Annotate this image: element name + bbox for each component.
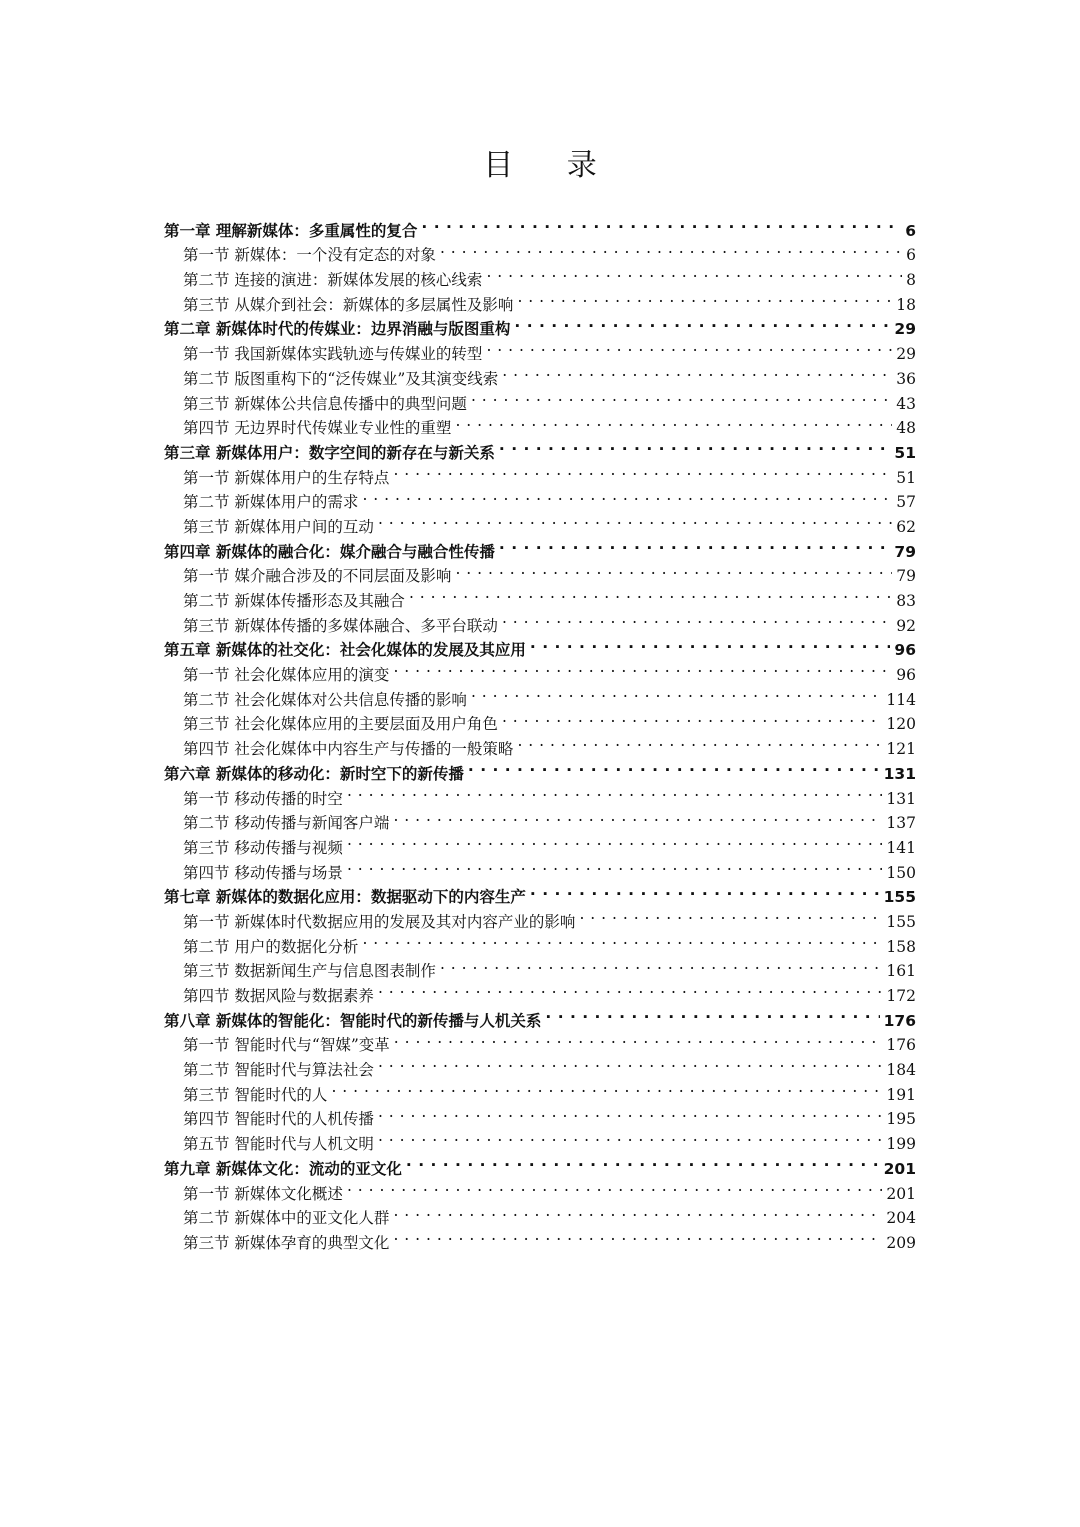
toc-page-number: 8	[906, 271, 916, 290]
toc-dot-leader	[530, 878, 880, 903]
toc-page-number: 131	[883, 764, 916, 783]
toc-dot-leader	[455, 557, 892, 582]
toc-page-number: 92	[896, 616, 916, 635]
toc-dot-leader	[579, 902, 882, 927]
toc-page-number: 184	[886, 1061, 916, 1080]
toc-entry-title: 第三节 新媒体公共信息传播中的典型问题	[183, 394, 467, 413]
toc-page-number: 176	[886, 1036, 916, 1055]
toc-dot-leader	[499, 433, 891, 458]
toc-page-number: 114	[886, 690, 916, 709]
toc-page-number: 29	[894, 320, 916, 339]
toc-entry-title: 第二节 新媒体传播形态及其融合	[183, 592, 405, 610]
toc-dot-leader	[378, 1100, 882, 1125]
toc-dot-leader	[393, 655, 892, 680]
toc-dot-leader	[378, 1050, 882, 1075]
toc-dot-leader	[393, 1223, 882, 1248]
toc-page-number: 161	[886, 962, 916, 981]
toc-dot-leader	[471, 384, 892, 409]
toc-entry-title: 第一节 新媒体时代数据应用的发展及其对内容产业的影响	[183, 912, 576, 931]
toc-entry-title: 第三节 新媒体传播的多媒体融合、多平台联动	[183, 616, 498, 635]
toc-dot-leader	[502, 705, 882, 730]
toc-dot-leader	[517, 285, 892, 310]
toc-dot-leader	[394, 1026, 883, 1051]
toc-page-number: 155	[883, 888, 916, 907]
toc-entry-title: 第九章 新媒体文化：流动的亚文化	[164, 1159, 402, 1178]
toc-dot-leader	[378, 1124, 882, 1149]
toc-entry-title: 第一章 理解新媒体：多重属性的复合	[164, 221, 418, 240]
toc-entry-title: 第二节 移动传播与新闻客户端	[183, 814, 390, 833]
toc-dot-leader	[347, 828, 882, 853]
toc-entry-title: 第二节 新媒体用户的需求	[183, 493, 359, 512]
toc-entry-title: 第二节 智能时代与算法社会	[183, 1061, 374, 1080]
toc-page-number: 43	[896, 394, 916, 413]
toc-page-number: 62	[896, 517, 916, 536]
toc-page-number: 6	[905, 221, 916, 240]
toc-dot-leader	[331, 1075, 882, 1100]
toc-page-number: 96	[894, 641, 916, 660]
toc-page-number: 121	[886, 740, 916, 759]
toc-entry-title: 第三节 数据新闻生产与信息图表制作	[183, 962, 436, 981]
toc-entry-title: 第一节 我国新媒体实践轨迹与传媒业的转型	[183, 345, 483, 364]
toc-page-number: 195	[886, 1110, 916, 1129]
toc-page-number: 51	[894, 443, 916, 462]
toc-entry-title: 第二节 社会化媒体对公共信息传播的影响	[183, 690, 467, 709]
toc-dot-leader	[440, 236, 902, 261]
toc-page-number: 141	[886, 838, 916, 857]
toc-page-number: 204	[886, 1209, 916, 1228]
toc-dot-leader	[393, 804, 882, 829]
toc-dot-leader	[517, 729, 882, 754]
toc-entry-title: 第二节 用户的数据化分析	[183, 937, 359, 956]
toc-dot-leader	[486, 260, 902, 285]
toc-page-number: 6	[906, 246, 916, 265]
toc-page-number: 79	[896, 567, 916, 586]
toc-dot-leader	[499, 532, 891, 557]
toc-page-number: 51	[896, 468, 916, 487]
toc-page-number: 191	[886, 1085, 916, 1104]
toc-page-number: 131	[886, 789, 916, 808]
toc-dot-leader	[393, 1199, 882, 1224]
toc-entry-title: 第一节 新媒体用户的生存特点	[183, 468, 390, 487]
toc-page-number: 201	[886, 1184, 916, 1203]
toc-page-number: 137	[886, 814, 916, 833]
toc-page-number: 29	[896, 345, 916, 364]
toc-page-number: 120	[886, 715, 916, 734]
toc-entry-title: 第二节 版图重构下的“泛传媒业”及其演变线索	[183, 369, 499, 388]
toc-entry-title: 第四节 无边界时代传媒业专业性的重塑	[183, 419, 452, 438]
toc-entry-title: 第三节 新媒体孕育的典型文化	[183, 1233, 390, 1252]
toc-dot-leader	[455, 409, 892, 434]
toc-entry-title: 第三节 移动传播与视频	[183, 838, 343, 857]
toc-dot-leader	[486, 334, 892, 359]
toc-dot-leader	[468, 754, 880, 779]
toc-entry-title: 第五章 新媒体的社交化：社会化媒体的发展及其应用	[164, 641, 526, 660]
toc-page-number: 18	[896, 295, 916, 314]
toc-page-number: 57	[896, 493, 916, 512]
toc-dot-leader	[347, 1174, 882, 1199]
toc-page-number: 172	[886, 987, 916, 1005]
toc-entry-title: 第四节 数据风险与数据素养	[183, 987, 374, 1005]
toc-page-number: 209	[886, 1233, 916, 1252]
toc-dot-leader	[347, 853, 882, 878]
toc-page-number: 36	[896, 369, 916, 388]
toc-entry-title: 第三节 从媒介到社会：新媒体的多层属性及影响	[183, 295, 514, 314]
toc-entry-title: 第七章 新媒体的数据化应用：数据驱动下的内容生产	[164, 888, 526, 907]
toc-entry-title: 第八章 新媒体的智能化：智能时代的新传播与人机关系	[164, 1011, 542, 1030]
toc-dot-leader	[502, 359, 892, 384]
toc-dot-leader	[409, 581, 892, 606]
toc-page-number: 176	[883, 1011, 916, 1030]
toc-entry-title: 第一节 移动传播的时空	[183, 789, 343, 808]
toc-dot-leader	[545, 1001, 879, 1026]
toc-entry-title: 第二节 连接的演进：新媒体发展的核心线索	[183, 271, 483, 290]
toc-page-number: 48	[896, 419, 916, 438]
toc-entry-title: 第一节 新媒体：一个没有定态的对象	[183, 246, 436, 265]
toc-entry-title: 第一节 智能时代与“智媒”变革	[183, 1036, 390, 1055]
toc-entry-title: 第四章 新媒体的融合化：媒介融合与融合性传播	[164, 542, 495, 561]
toc-entry-title: 第三章 新媒体用户：数字空间的新存在与新关系	[164, 443, 495, 462]
page-title: 目 录	[483, 148, 619, 183]
toc-entry-title: 第一节 社会化媒体应用的演变	[183, 666, 390, 685]
toc-page-number: 199	[886, 1135, 916, 1154]
toc-dot-leader	[362, 483, 892, 508]
toc-entry-title: 第二章 新媒体时代的传媒业：边界消融与版图重构	[164, 320, 511, 339]
toc-page-number: 158	[886, 937, 916, 956]
toc-entry-title: 第四节 移动传播与场景	[183, 863, 343, 882]
toc-dot-leader	[378, 507, 892, 532]
toc-dot-leader	[514, 310, 890, 335]
toc-dot-leader	[393, 458, 892, 483]
toc-entry-title: 第六章 新媒体的移动化：新时空下的新传播	[164, 764, 464, 783]
toc-dot-leader	[347, 779, 882, 804]
toc-entry-title: 第三节 社会化媒体应用的主要层面及用户角色	[183, 715, 498, 734]
toc-dot-leader	[378, 976, 882, 1001]
toc-dot-leader	[362, 927, 882, 952]
toc-entry-title: 第五节 智能时代与人机文明	[183, 1135, 374, 1154]
toc-dot-leader	[440, 952, 882, 977]
toc-page-number: 83	[896, 592, 916, 610]
toc-page-number: 79	[894, 542, 916, 561]
toc-dot-leader	[530, 631, 891, 656]
toc-page-number: 155	[886, 912, 916, 931]
toc-dot-leader	[406, 1149, 880, 1174]
toc-chapter-entry[interactable]	[164, 211, 916, 240]
toc-entry-title: 第一节 新媒体文化概述	[183, 1184, 343, 1203]
toc-entry-title: 第四节 智能时代的人机传播	[183, 1110, 374, 1129]
toc-entry-title: 第四节 社会化媒体中内容生产与传播的一般策略	[183, 740, 514, 759]
toc-entry-title: 第三节 新媒体用户间的互动	[183, 517, 374, 536]
toc-dot-leader	[421, 211, 901, 236]
toc-page-number: 96	[896, 666, 916, 685]
toc-dot-leader	[471, 680, 882, 705]
table-of-contents	[164, 211, 916, 1252]
toc-entry-title: 第一节 媒介融合涉及的不同层面及影响	[183, 567, 452, 586]
toc-page-number: 201	[883, 1159, 916, 1178]
toc-entry-title: 第二节 新媒体中的亚文化人群	[183, 1209, 390, 1228]
toc-dot-leader	[502, 606, 892, 631]
toc-page-number: 150	[886, 863, 916, 882]
toc-entry-title: 第三节 智能时代的人	[183, 1085, 328, 1104]
